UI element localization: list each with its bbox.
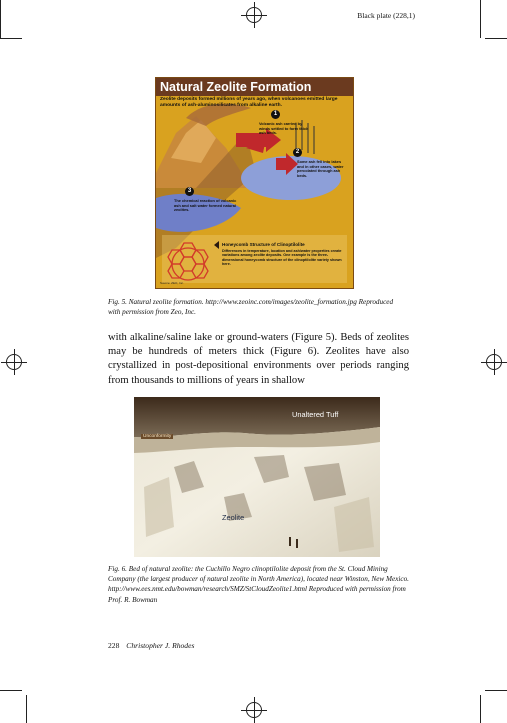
figure-5 — [155, 77, 354, 289]
honeycomb-title: Honeycomb Structure of Clinoptilolite — [222, 242, 305, 247]
trim-line-bottom-right-v — [480, 695, 481, 723]
step-2-text: Some ash fell into lakes and in other cases, water percolated through ash beds. — [297, 159, 344, 178]
step-1-text: Volcanic ash carried by winds settled to form thick ash beds. — [259, 121, 309, 136]
figure-5-source: Source: ZEO, Inc. — [160, 281, 184, 285]
label-unaltered-tuff: Unaltered Tuff — [292, 410, 339, 419]
trim-line-top-right-h — [485, 38, 507, 39]
registration-mark-left — [6, 354, 22, 370]
step-3-text: The chemical reaction of volcanic ash and salt water formed natural zeolites. — [174, 198, 237, 213]
trim-line-top-left-h — [0, 38, 22, 39]
figure-6-caption: Fig. 6. Bed of natural zeolite: the Cuchillo Negro clinoptilolite deposit from the St. Cloud Mining Company (the largest producer of natural zeolite in North America), located near Winston, New Mexico. http://www.ees.nmt.edu/bowman/research/SMZ/StCloudZeolite1.html Reproduced with permission from Prof. R. Bowman — [108, 565, 409, 604]
trim-line-top-left — [0, 0, 1, 38]
trim-line-top-right — [480, 0, 481, 38]
figure-5-caption: Fig. 5. Natural zeolite formation. http://www.zeoinc.com/images/zeolite_formation.jpg Reproduced with permission from Zeo, Inc. — [108, 298, 394, 317]
honeycomb-text: Differences in temperature, location and ash/water properties create variations among zeolite deposits. One example is the three-dimensional honeycomb structure of the clinoptilolite variety shown here. — [222, 249, 342, 267]
trim-line-bottom-left-v — [26, 695, 27, 723]
page-footer — [108, 641, 194, 650]
step-1-badge: 1 — [271, 110, 280, 119]
zeolite-outcrop-photo — [134, 397, 380, 557]
trim-line-bottom-right — [485, 690, 507, 691]
trim-line-bottom-left — [0, 690, 22, 691]
registration-mark-bottom — [246, 702, 262, 718]
step-3-badge: 3 — [185, 187, 194, 196]
figure-5-intro: Zeolite deposits formed millions of years ago, when volcanoes emitted large amounts of ash-aluminosilicates from alkaline earth. — [160, 97, 338, 108]
registration-mark-right — [486, 354, 502, 370]
body-paragraph: with alkaline/saline lake or ground-waters (Figure 5). Beds of zeolites may be hundreds of meters thick (Figure 6). Zeolites have also crystallized in post-depositional environments over periods ranging from thousands to millions of years in shallow — [108, 332, 409, 386]
author-name: Christopher J. Rhodes — [126, 641, 195, 650]
page-number: 228 — [108, 641, 120, 650]
label-unconformity: Unconformity — [143, 434, 172, 439]
step-2-badge: 2 — [293, 148, 302, 157]
label-zeolite: Zeolite — [222, 513, 245, 522]
figure-5-title: Natural Zeolite Formation — [160, 80, 312, 94]
registration-mark-top — [246, 7, 262, 23]
plate-header: Black plate (228,1) — [357, 11, 415, 20]
figure-6 — [134, 397, 380, 557]
